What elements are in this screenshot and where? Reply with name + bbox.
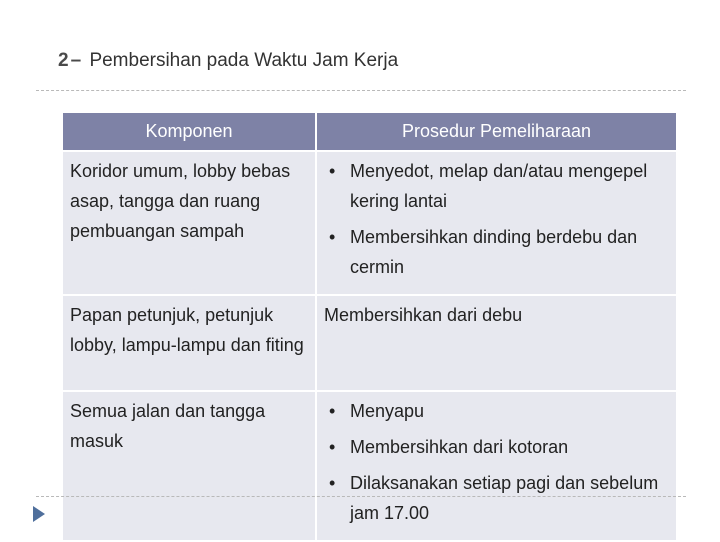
table-row bbox=[62, 391, 677, 541]
procedure-cell bbox=[316, 391, 677, 541]
procedure-table bbox=[61, 111, 678, 542]
title-dash: – bbox=[70, 50, 82, 71]
procedure-item: • Menyedot, melap dan/atau mengepel kering lantai bbox=[324, 156, 670, 216]
slide-title: Pembersihan pada Waktu Jam Kerja bbox=[89, 50, 399, 71]
table-row bbox=[62, 151, 677, 295]
procedure-cell: Membersihkan dari debu bbox=[316, 295, 677, 391]
procedure-item: • Membersihkan dari kotoran bbox=[324, 432, 670, 462]
header-component: Komponen bbox=[62, 112, 316, 151]
component-cell: Papan petunjuk, petunjuk lobby, lampu-lampu dan fiting bbox=[62, 295, 316, 391]
procedure-item: • Dilaksanakan setiap pagi dan sebelum jam 17.00 bbox=[324, 468, 670, 528]
triangle-arrow-icon bbox=[33, 506, 45, 522]
procedure-list bbox=[324, 396, 670, 528]
top-divider bbox=[36, 90, 686, 91]
slide-number: 2 bbox=[58, 50, 69, 71]
bottom-divider bbox=[36, 496, 686, 497]
table-header-row bbox=[62, 112, 677, 151]
component-cell: Semua jalan dan tangga masuk bbox=[62, 391, 316, 541]
header-procedure: Prosedur Pemeliharaan bbox=[316, 112, 677, 151]
table-row bbox=[62, 295, 677, 391]
procedure-cell bbox=[316, 151, 677, 295]
component-cell: Koridor umum, lobby bebas asap, tangga dan ruang pembuangan sampah bbox=[62, 151, 316, 295]
slide-title-row bbox=[58, 50, 398, 72]
procedure-list bbox=[324, 156, 670, 282]
procedure-item: • Membersihkan dinding berdebu dan cermin bbox=[324, 222, 670, 282]
procedure-item: • Menyapu bbox=[324, 396, 670, 426]
